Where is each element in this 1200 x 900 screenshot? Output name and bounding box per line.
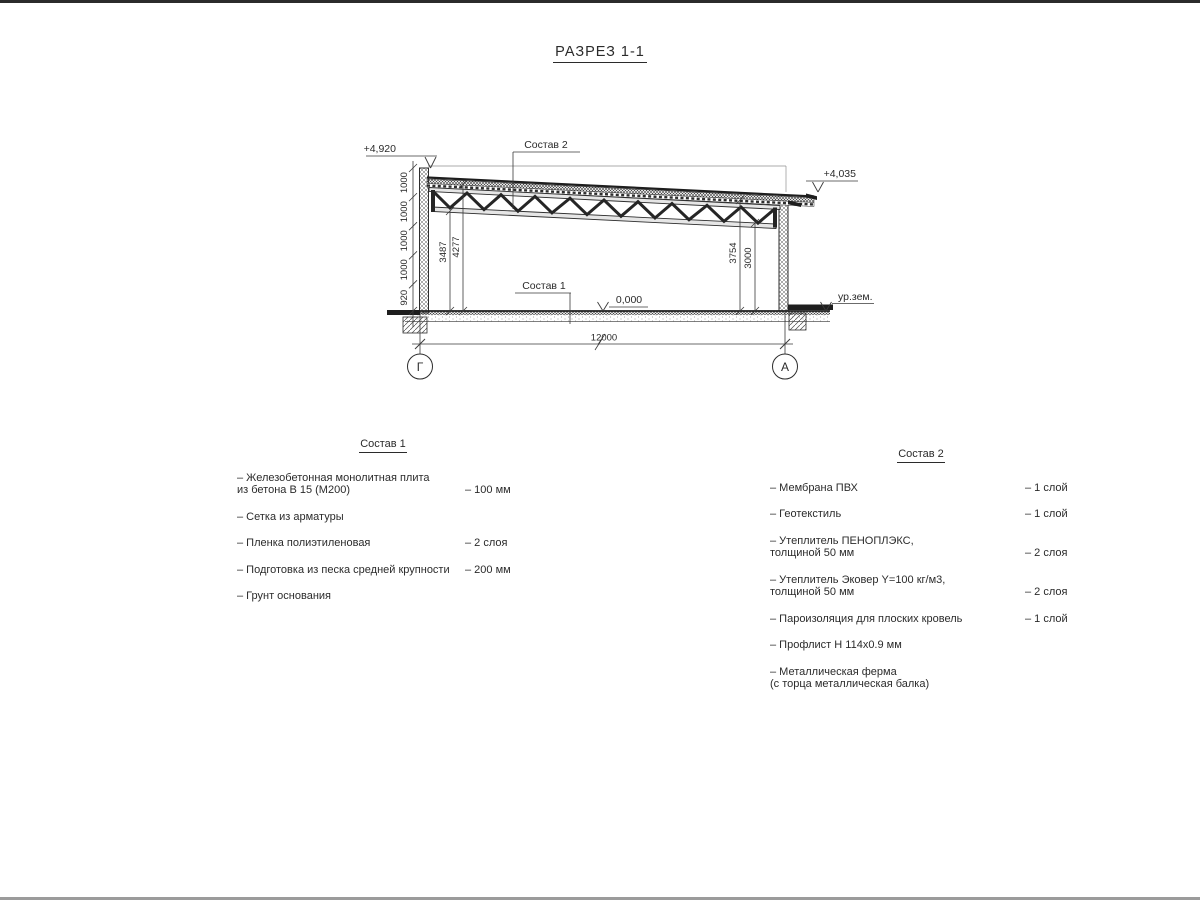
material-name-cont: толщиной 50 мм — [770, 547, 855, 559]
composition-2-title-text: Состав 2 — [897, 448, 945, 463]
left-dimension-labels — [399, 172, 410, 306]
composition-1-title — [237, 438, 529, 451]
axis-bubble-a: А — [780, 360, 790, 374]
grid-axis-left — [408, 354, 433, 379]
list-item — [770, 613, 1072, 626]
material-value: – 2 слоя — [1025, 586, 1068, 598]
composition-1-title-text: Состав 1 — [359, 438, 407, 453]
dim-920: 920 — [399, 289, 410, 306]
material-value: – 1 слой — [1025, 612, 1068, 625]
left-wall — [420, 168, 429, 313]
dim-1000-3: 1000 — [399, 230, 410, 252]
list-item — [237, 590, 529, 603]
composition-2-list — [770, 448, 1072, 705]
right-wall — [779, 204, 788, 311]
material-name-cont: из бетона В 15 (М200) — [237, 484, 350, 496]
callout-floor-text: Состав 1 — [522, 280, 566, 292]
list-item — [770, 508, 1072, 521]
material-name: – Металлическая ферма — [770, 665, 897, 678]
left-footing-ledge — [387, 310, 420, 315]
dim-1000-4: 1000 — [399, 259, 410, 281]
material-value: – 2 слоя — [1025, 547, 1068, 559]
elev-4035-text: +4,035 — [823, 168, 856, 180]
list-item — [770, 574, 1072, 599]
material-value: – 100 мм — [465, 484, 511, 496]
dim-3487: 3487 — [438, 241, 449, 263]
composition-1-list — [237, 438, 529, 617]
material-name: – Грунт основания — [237, 590, 331, 602]
material-value: – 2 слоя — [465, 537, 508, 549]
callout-roof-text: Состав 2 — [524, 139, 568, 151]
material-name: – Профлист Н 114х0.9 мм — [770, 639, 902, 651]
right-foundation — [789, 313, 806, 330]
list-item — [770, 535, 1072, 560]
list-item — [770, 639, 1072, 652]
list-item — [770, 666, 1072, 691]
list-item — [237, 472, 529, 497]
material-name: – Утеплитель ПЕНОПЛЭКС, — [770, 534, 914, 547]
left-dimension-chain — [409, 161, 417, 327]
list-item — [770, 482, 1072, 495]
floor-slab — [387, 305, 833, 334]
composition-2-title — [770, 448, 1072, 461]
elev-4920-text: +4,920 — [363, 143, 396, 155]
material-value: – 1 слой — [1025, 481, 1068, 494]
elevation-roof-right — [806, 168, 858, 192]
material-name: – Геотекстиль — [770, 508, 842, 520]
dim-3000: 3000 — [743, 247, 754, 269]
grid-axis-right — [773, 354, 798, 379]
dim-1000-1: 1000 — [399, 172, 410, 194]
material-name-cont: (с торца металлическая балка) — [770, 678, 930, 690]
floor-sand-bed — [405, 315, 830, 322]
dim-1000-2: 1000 — [399, 201, 410, 223]
material-name: – Пленка полиэтиленовая — [237, 537, 371, 549]
elevation-parapet — [364, 143, 437, 168]
list-item — [237, 537, 529, 550]
material-value: – 1 слой — [1025, 508, 1068, 520]
list-item — [237, 564, 529, 577]
section-title-text: РАЗРЕЗ 1-1 — [553, 44, 647, 63]
elevation-zero — [598, 294, 649, 311]
right-footing-ledge — [788, 305, 833, 311]
dim-4277: 4277 — [451, 236, 462, 258]
left-foundation — [403, 317, 427, 333]
axis-bubble-g: Г — [416, 360, 424, 374]
floor-concrete — [405, 312, 830, 316]
dim-12000: 12000 — [590, 332, 618, 344]
elev-0000-text: 0,000 — [615, 294, 643, 306]
dim-3754: 3754 — [728, 242, 739, 264]
interior-dimension-labels — [438, 236, 754, 268]
ground-level-text: ур.зем. — [838, 291, 873, 303]
material-name-cont: толщиной 50 мм — [770, 586, 855, 598]
material-value: – 200 мм — [465, 563, 511, 576]
material-name: – Мембрана ПВХ — [770, 481, 858, 494]
material-name: – Сетка из арматуры — [237, 510, 344, 523]
material-name: – Подготовка из песка средней крупности — [237, 563, 450, 576]
material-name: – Железобетонная монолитная плита — [237, 471, 430, 484]
material-name: – Пароизоляция для плоских кровель — [770, 612, 963, 625]
list-item — [237, 511, 529, 524]
material-name: – Утеплитель Эковер Y=100 кг/м3, — [770, 573, 946, 586]
